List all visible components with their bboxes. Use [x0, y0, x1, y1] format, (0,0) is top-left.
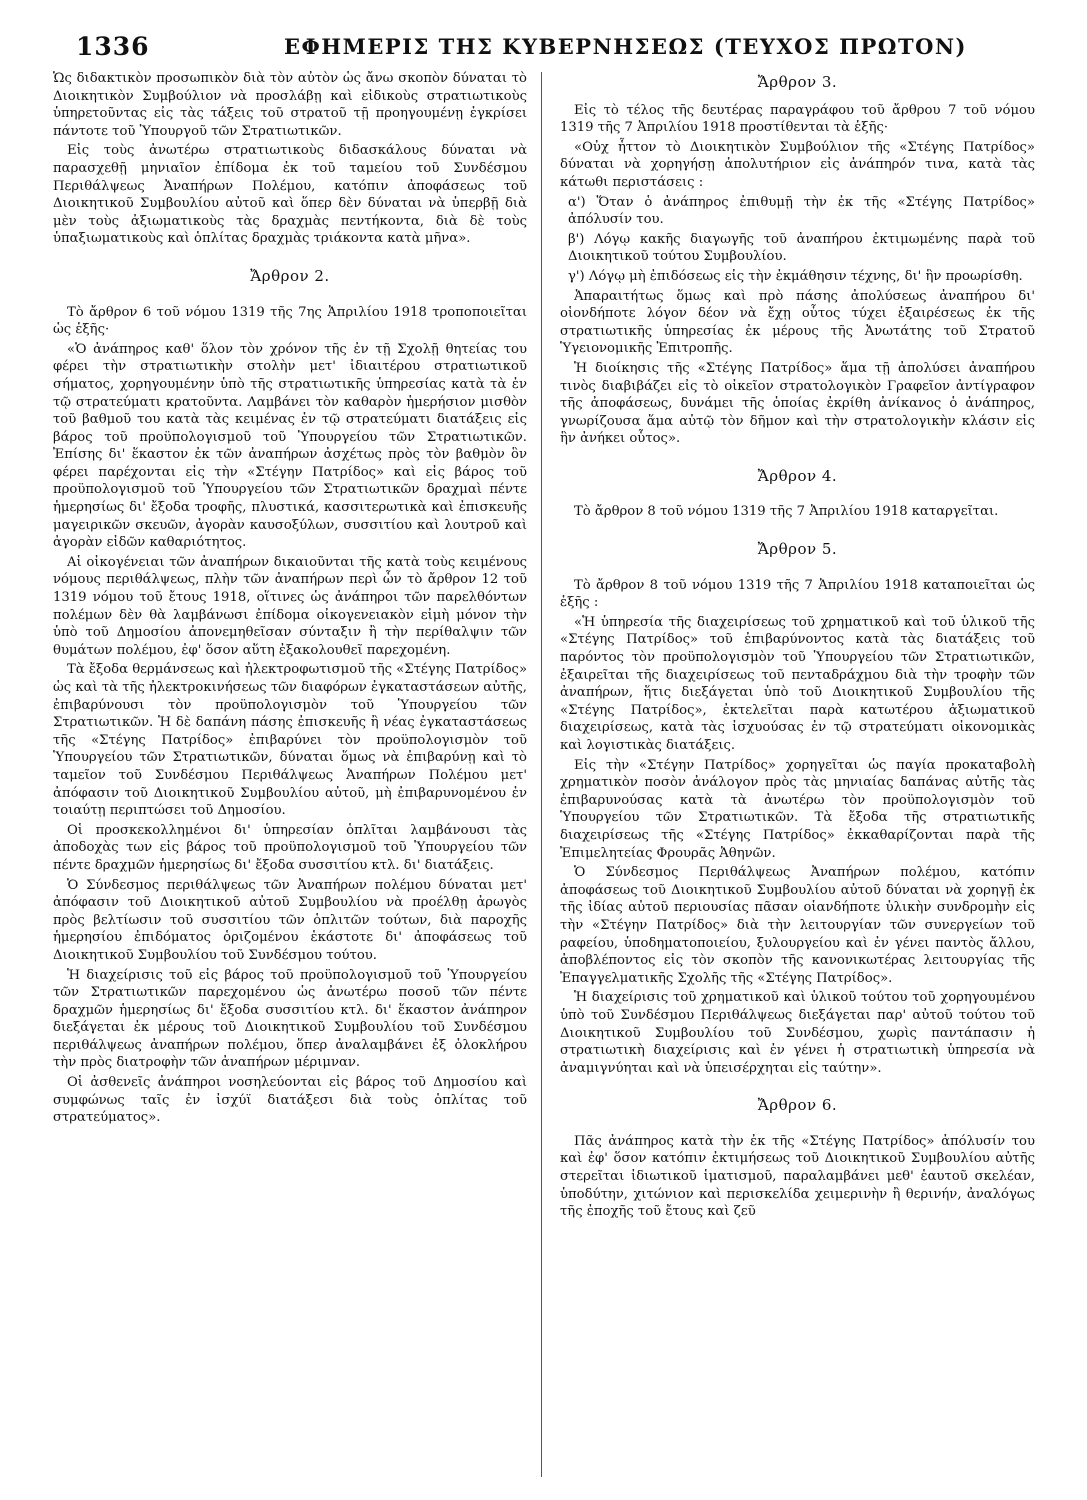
running-title: ΕΦΗΜΕΡΙΣ ΤΗΣ ΚΥΒΕΡΝΗΣΕΩΣ (ΤΕΥΧΟΣ ΠΡΩΤΟΝ): [284, 34, 967, 59]
paragraph: Ἡ διαχείρισις τοῦ χρηματικοῦ καὶ ὑλικοῦ τούτου τοῦ χορηγουμένου ὑπὸ τοῦ Συνδέσμου Περιθάλψεως διεξάγεται παρ' αὐτοῦ τούτου τοῦ Διοικητικοῦ Συμβουλίου τοῦ Συνδέσμου, χωρὶς παντάπασιν ἡ στρατιωτικὴ διαχείρισις καὶ ἐν γένει ἡ στρατιωτικὴ ὑπηρεσία νὰ ἀναμιγνύηται καὶ νὰ ὑπεισέρχηται εἰς ταύτην».: [560, 990, 1035, 1076]
article-5-heading: Ἄρθρον 5.: [757, 540, 838, 559]
paragraph: Ὡς διδακτικὸν προσωπικὸν διὰ τὸν αὐτὸν ὡς ἄνω σκοπὸν δύναται τὸ Διοικητικὸν Συμβούλιον νὰ προσλάβῃ καὶ εἰδικοὺς στρατιωτικοὺς ὑπηρετοῦντας εἰς τὰς τάξεις τοῦ στρατοῦ τῇ προηγουμένῃ ἐγκρίσει πάντοτε τοῦ Ὑπουργοῦ τῶν Στρατιωτικῶν.: [53, 71, 527, 139]
list-item: α') Ὅταν ὁ ἀνάπηρος ἐπιθυμῇ τὴν ἐκ τῆς «Στέγης Πατρίδος» ἀπόλυσίν του.: [568, 194, 1035, 228]
paragraph: Ἀπαραιτήτως ὅμως καὶ πρὸ πάσης ἀπολύσεως ἀναπήρου δι' οἱονδήποτε λόγον δέον νὰ ἔχῃ οὗτος τύχει ἐξαιρέσεως ἐκ τῆς στρατιωτικῆς ὑπηρεσίας ἐκ μέρους τῆς Ἀνωτάτης τοῦ Στρατοῦ Ὑγειονομικῆς Ἐπιτροπῆς.: [560, 288, 1035, 357]
paragraph: Οἱ προσκεκολλημένοι δι' ὑπηρεσίαν ὁπλῖται λαμβάνουσι τὰς ἀποδοχὰς των εἰς βάρος τοῦ προϋπολογισμοῦ τοῦ Ὑπουργείου τῶν πέντε δραχμῶν ἡμερησίως δι' ἔξοδα συσσιτίου κτλ. δι' διατάξεις.: [53, 822, 527, 873]
paragraph: Τὸ ἄρθρον 6 τοῦ νόμου 1319 τῆς 7ης Ἀπριλίου 1918 τροποποιεῖται ὡς ἑξῆς·: [53, 304, 527, 338]
paragraph: «Οὐχ ἧττον τὸ Διοικητικὸν Συμβούλιον τῆς «Στέγης Πατρίδος» δύναται νὰ χορηγήσῃ ἀπολυτήριον εἰς ἀνάπηρόν τινα, κατὰ τὰς κάτωθι περιστάσεις :: [560, 139, 1035, 190]
paragraph: Αἱ οἰκογένειαι τῶν ἀναπήρων δικαιοῦνται τῆς κατὰ τοὺς κειμένους νόμους περιθάλψεως, πλὴν τῶν ἀναπήρων περὶ ὧν τὸ ἄρθρον 12 τοῦ 1319 νόμου τοῦ ἔτους 1918, οἵτινες ὡς ἀνάπηροι τῶν παρελθόντων πολέμων δὲν θὰ λαμβάνωσι ἐπίδομα οἰκογενειακὸν εἰμὴ μόνον τὴν ὑπὸ τοῦ Δημοσίου ἀπονεμηθεῖσαν σύνταξιν ἢ τὴν περίθαλψιν τῶν θυμάτων πολέμου, ἐφ' ὅσον αὕτη ἐξακολουθεῖ παρεχομένη.: [53, 554, 527, 658]
article-6-heading: Ἄρθρον 6.: [757, 1096, 838, 1115]
page-header: [54, 22, 1054, 62]
paragraph: Ἡ διαχείρισις τοῦ εἰς βάρος τοῦ προϋπολογισμοῦ τοῦ Ὑπουργείου τῶν Στρατιωτικῶν παρεχομένου ὡς ἀνωτέρω ποσοῦ τῶν πέντε δραχμῶν ἡμερησίως δι' ἔξοδα συσσιτίου κτλ. δι' ἕκαστον ἀνάπηρον διεξάγεται ἐκ μέρους τοῦ Διοικητικοῦ Συμβουλίου τοῦ Συνδέσμου περιθάλψεως ἀναπήρων πολέμου, ὅπερ ἀναλαμβάνει ἐξ ὁλοκλήρου τὴν πρὸς διατροφὴν τῶν ἀναπήρων μέριμναν.: [53, 967, 527, 1071]
page-number: 1336: [76, 32, 150, 61]
paragraph: Ὁ Σύνδεσμος περιθάλψεως τῶν Ἀναπήρων πολέμου δύναται μετ' ἀπόφασιν τοῦ Διοικητικοῦ αὐτοῦ Συμβουλίου νὰ προέλθῃ ἀρωγὸς πρὸς βελτίωσιν τοῦ συσσιτίου τῶν ὁπλιτῶν τούτων, διὰ παροχῆς ἡμερησίου ἐπιδόματος ὁριζομένου ἑκάστοτε δι' ἀποφάσεως τοῦ Διοικητικοῦ Συμβουλίου τοῦ Συνδέσμου τούτου.: [53, 877, 527, 963]
article-2-heading: Ἄρθρον 2.: [250, 266, 330, 285]
paragraph: Τὸ ἄρθρον 8 τοῦ νόμου 1319 τῆς 7 Ἀπριλίου 1918 καταργεῖται.: [574, 504, 999, 520]
paragraph: Τὸ ἄρθρον 8 τοῦ νόμου 1319 τῆς 7 Ἀπριλίου 1918 καταποιεῖται ὡς ἑξῆς :: [560, 577, 1035, 611]
paragraph: Ἡ διοίκησις τῆς «Στέγης Πατρίδος» ἅμα τῇ ἀπολύσει ἀναπήρου τινὸς διαβιβάζει εἰς τὸ οἰκεῖον στρατολογικὸν Γραφεῖον ἀντίγραφον τῆς ἀποφάσεως, δυνάμει τῆς ὁποίας ἐκρίθη ἀνίκανος ὁ ἀνάπηρος, γνωρίζουσα ἅμα αὐτῷ τὸν δῆμον καὶ τὴν στρατολογικὴν κλάσιν εἰς ἣν ἀνήκει οὗτος».: [560, 360, 1035, 447]
paragraph: Πᾶς ἀνάπηρος κατὰ τὴν ἐκ τῆς «Στέγης Πατρίδος» ἀπόλυσίν του καὶ ἐφ' ὅσον κατόπιν ἐκτιμήσεως τοῦ Διοικητικοῦ Συμβουλίου αὐτῆς στερεῖται ἰδιωτικοῦ ἱματισμοῦ, παραλαμβάνει μεθ' ἑαυτοῦ σκελέαν, ὑποδύτην, χιτώνιον καὶ περισκελίδα χειμερινὴν ἢ θερινήν, ἀναλόγως τῆς ἐποχῆς τοῦ ἔτους καὶ ζεῦ: [560, 1133, 1035, 1220]
article-3-heading: Ἄρθρον 3.: [757, 73, 838, 91]
paragraph: «Ὁ ἀνάπηρος καθ' ὅλον τὸν χρόνον τῆς ἐν τῇ Σχολῇ θητείας του φέρει τὴν στρατιωτικὴν στολὴν μετ' ἰδιαιτέρου στρατιωτικοῦ σήματος, χορηγουμένην ὑπὸ τῆς στρατιωτικῆς ὑπηρεσίας κατὰ τὰ ἐν τῷ στρατεύματι κρατοῦντα. Λαμβάνει τὸν καθαρὸν ἡμερήσιον μισθὸν τοῦ βαθμοῦ του κατὰ τὰς κειμένας ἐν τῷ στρατεύματι διατάξεις εἰς βάρος τοῦ προϋπολογισμοῦ τοῦ Ὑπουργείου τῶν Στρατιωτικῶν. Ἐπίσης δι' ἕκαστον ἐκ τῶν ἀναπήρων ἀσχέτως πρὸς τὸν βαθμὸν ὃν φέρει παρέχονται εἰς τὴν «Στέγην Πατρίδος» καὶ εἰς βάρος τοῦ προϋπολογισμοῦ τοῦ Ὑπουργείου τῶν Στρατιωτικῶν δραχμαὶ πέντε ἡμερησίως δι' ἔξοδα τροφῆς, πλυστικά, κασσιτερωτικὰ καὶ ἐπισκευῆς μαγειρικῶν σκευῶν, ἀγορὰν καυσοξύλων, συσσιτίου καὶ λουτροῦ καὶ ἀγορὰν εἰδῶν καθαριότητος.: [53, 341, 527, 551]
article-4-heading: Ἄρθρον 4.: [757, 466, 838, 485]
paragraph: Τὰ ἔξοδα θερμάνσεως καὶ ἠλεκτροφωτισμοῦ τῆς «Στέγης Πατρίδος» ὡς καὶ τὰ τῆς ἠλεκτροκινήσεως τῶν διαφόρων ἐγκαταστάσεων αὐτῆς, ἐπιβαρύνουσι τὸν προϋπολογισμὸν τοῦ Ὑπουργείου τῶν Στρατιωτικῶν. Ἡ δὲ δαπάνη πάσης ἐπισκευῆς ἢ νέας ἐγκαταστάσεως τῆς «Στέγης Πατρίδος» ἐπιβαρύνει τὸν προϋπολογισμὸν τοῦ Ὑπουργείου τῶν Στρατιωτικῶν, δύναται ὅμως νὰ ἐπιβαρύνῃ καὶ τὸ ταμεῖον τοῦ Συνδέσμου Περιθάλψεως Ἀναπήρων Πολέμου μετ' ἀπόφασιν τοῦ Διοικητικοῦ Συμβουλίου αὐτοῦ, μὴ ἐπιβαρυνομένου ἐν τοιαύτῃ περιπτώσει τοῦ Δημοσίου.: [53, 662, 527, 819]
list-item: γ') Λόγῳ μὴ ἐπιδόσεως εἰς τὴν ἐκμάθησιν τέχνης, δι' ἣν προωρίσθη.: [568, 268, 1023, 284]
column-divider: [541, 72, 542, 1477]
paragraph: Εἰς τὴν «Στέγην Πατρίδος» χορηγεῖται ὡς παγία προκαταβολὴ χρηματικὸν ποσὸν ἀνάλογον πρὸς τὰς μηνιαίας δαπάνας αὐτῆς τὰς ἐπιβαρυνούσας κατὰ τὰ ἀνωτέρω τὸν προϋπολογισμὸν τοῦ Ὑπουργείου τῶν Στρατιωτικῶν. Τὰ ἔξοδα τῆς στρατιωτικῆς διαχειρίσεως τῆς «Στέγης Πατρίδος» ἐκκαθαρίζονται παρὰ τῆς Ἐπιμελητείας Φρουρᾶς Ἀθηνῶν.: [560, 757, 1035, 861]
paragraph: Εἰς τὸ τέλος τῆς δευτέρας παραγράφου τοῦ ἄρθρου 7 τοῦ νόμου 1319 τῆς 7 Ἀπριλίου 1918 προστίθενται τὰ ἑξῆς·: [560, 102, 1035, 136]
paragraph: Ὁ Σύνδεσμος Περιθάλψεως Ἀναπήρων πολέμου, κατόπιν ἀποφάσεως τοῦ Διοικητικοῦ Συμβουλίου αὐτοῦ δύναται νὰ χορηγῇ ἐκ τῆς ἰδίας αὐτοῦ περιουσίας πᾶσαν οἱανδήποτε ὑλικὴν συνδρομὴν εἰς τὴν «Στέγην Πατρίδος» διὰ τὴν λειτουργίαν τῶν συνεργείων τοῦ ραφείου, ὑποδηματοποιείου, ξυλουργείου καὶ ἐν γένει παντὸς ἄλλου, ἀποβλέποντος εἰς τὸν σκοπὸν τῆς κανονικωτέρας λειτουργίας τῆς Ἐπαγγελματικῆς Σχολῆς τῆς «Στέγης Πατρίδος».: [560, 865, 1035, 986]
left-column: [53, 70, 527, 1482]
paragraph: «Ἡ ὑπηρεσία τῆς διαχειρίσεως τοῦ χρηματικοῦ καὶ τοῦ ὑλικοῦ τῆς «Στέγης Πατρίδος» τοῦ ἐπιβαρύνοντος κατὰ τὰς διατάξεις τοῦ παρόντος τὸν προϋπολογισμὸν τοῦ Ὑπουργείου τῶν Στρατιωτικῶν, ἐξαιρεῖται τῆς διαχειρίσεως τοῦ πενταδράχμου διὰ τὴν τροφὴν τῶν ἀναπήρων, ἥτις διεξάγεται ὑπὸ τοῦ Διοικητικοῦ Συμβουλίου τῆς «Στέγης Πατρίδος», ἐκτελεῖται παρὰ κατωτέρου ἀξιωματικοῦ διαχειρίσεως, κατὰ τὰς ἰσχυούσας ἐν τῷ στρατεύματι οἰκονομικὰς καὶ λογιστικὰς διατάξεις.: [560, 614, 1035, 753]
list-item: β') Λόγῳ κακῆς διαγωγῆς τοῦ ἀναπήρου ἐκτιμωμένης παρὰ τοῦ Διοικητικοῦ τούτου Συμβουλίου.: [568, 231, 1035, 265]
paragraph: Οἱ ἀσθενεῖς ἀνάπηροι νοσηλεύονται εἰς βάρος τοῦ Δημοσίου καὶ συμφώνως ταῖς ἐν ἰσχύϊ διατάξεσι διὰ τοὺς ὁπλίτας τοῦ στρατεύματος».: [53, 1075, 527, 1126]
right-column: [560, 70, 1035, 1482]
paragraph: Εἰς τοὺς ἀνωτέρω στρατιωτικοὺς διδασκάλους δύναται νὰ παρασχεθῇ μηνιαῖον ἐπίδομα ἐκ τοῦ ταμείου τοῦ Συνδέσμου Περιθάλψεως Ἀναπήρων Πολέμου, κατόπιν ἀποφάσεως τοῦ Διοικητικοῦ Συμβουλίου αὐτοῦ καὶ ὅπερ δὲν δύναται νὰ ὑπερβῇ διὰ μὲν τοὺς ἀξιωματικοὺς τὰς δραχμὰς πεντήκοντα, διὰ δὲ τοὺς ὑπαξιωματικοὺς καὶ ὁπλίτας δραχμὰς τριάκοντα κατὰ μῆνα».: [53, 143, 527, 247]
